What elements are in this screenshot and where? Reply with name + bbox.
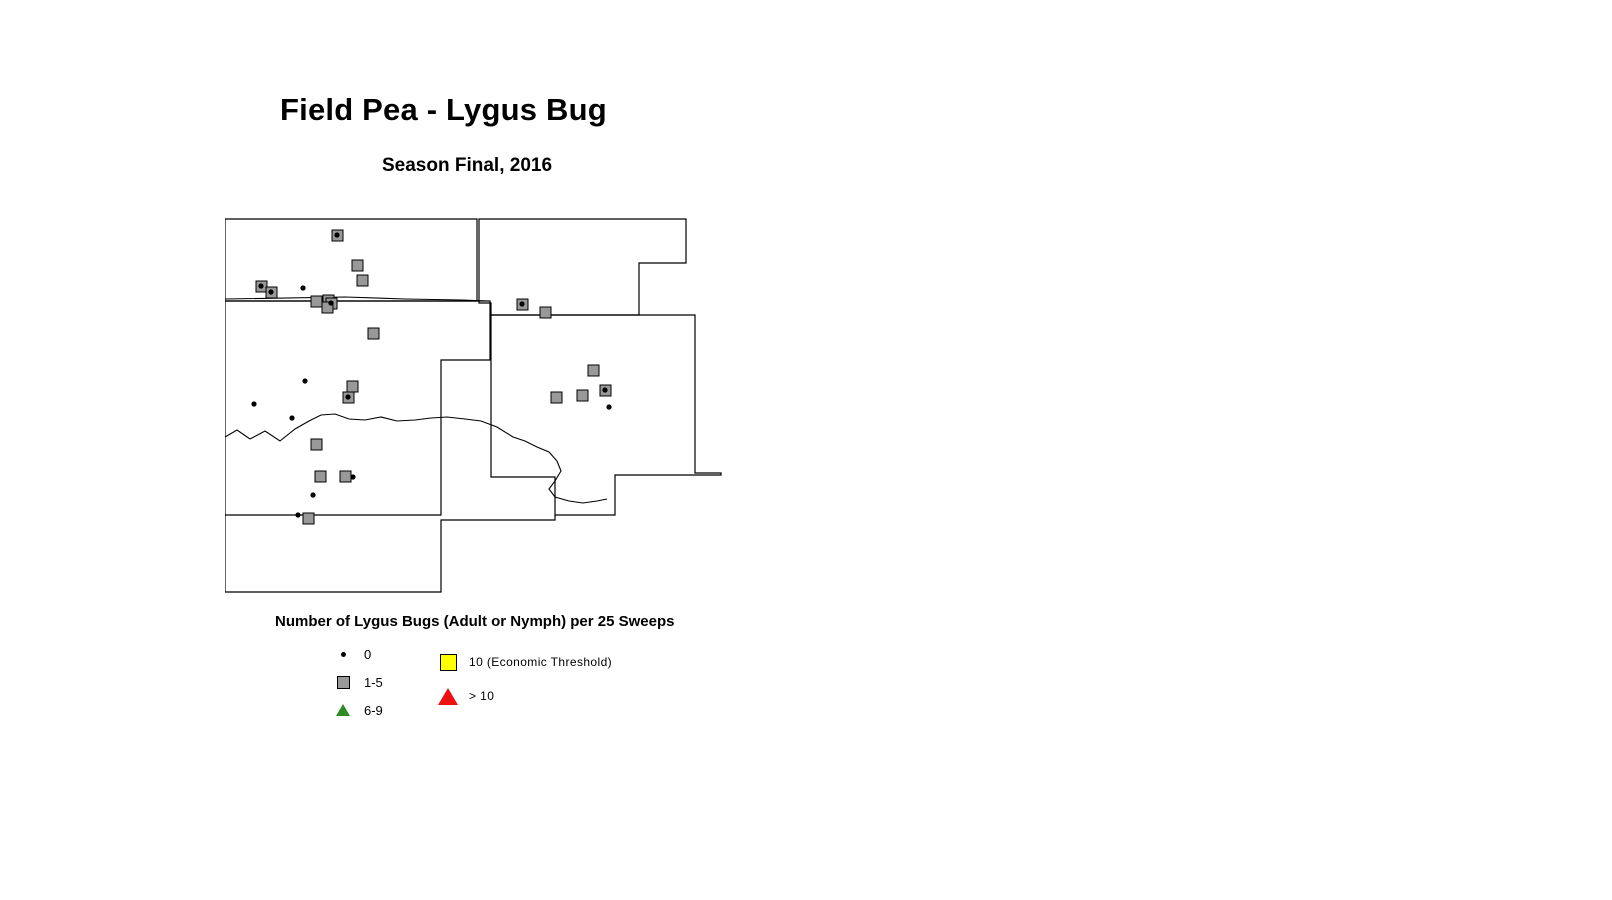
page-subtitle: Season Final, 2016 bbox=[382, 155, 553, 176]
legend-label-6-9: 6-9 bbox=[364, 702, 383, 718]
legend-item-over-10 bbox=[435, 679, 612, 713]
map-outline-detail bbox=[225, 297, 607, 503]
legend-label-1-5: 1-5 bbox=[364, 674, 383, 690]
legend-item-threshold bbox=[435, 645, 612, 679]
legend-title: Number of Lygus Bugs (Adult or Nymph) per 25 Sweeps bbox=[275, 613, 675, 630]
legend-item-0 bbox=[330, 640, 383, 668]
red-triangle-icon bbox=[435, 688, 461, 705]
green-triangle-icon bbox=[330, 704, 356, 716]
black-dot-icon bbox=[330, 652, 356, 657]
county-boundaries bbox=[225, 219, 721, 592]
legend-label-threshold: 10 (Economic Threshold) bbox=[469, 655, 613, 669]
legend-column-right bbox=[435, 645, 612, 713]
legend-label-0: 0 bbox=[364, 646, 372, 662]
county-map bbox=[225, 215, 735, 605]
legend-label-over-10: > 10 bbox=[469, 689, 495, 703]
yellow-square-icon bbox=[435, 654, 461, 671]
gray-square-icon bbox=[330, 676, 356, 689]
legend-item-1-5 bbox=[330, 668, 383, 696]
survey-points bbox=[251, 230, 611, 524]
legend-column-left bbox=[330, 640, 383, 724]
legend-item-6-9 bbox=[330, 696, 383, 724]
page-title: Field Pea - Lygus Bug bbox=[280, 92, 607, 127]
